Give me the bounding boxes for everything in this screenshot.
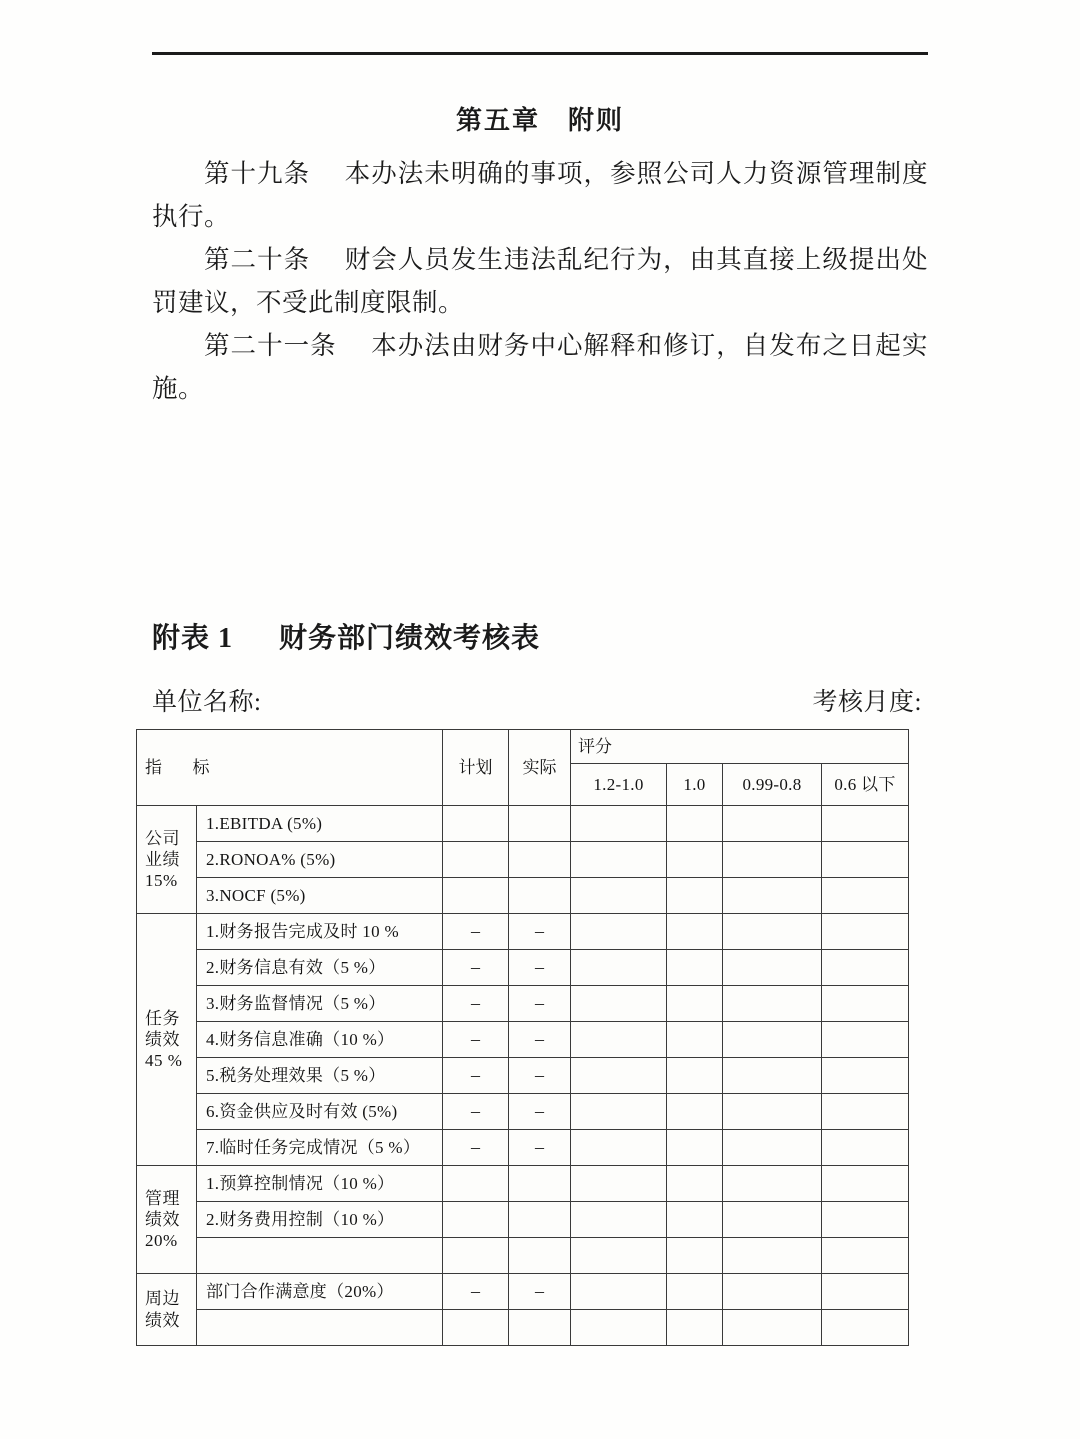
score-cell-band-1[interactable] — [667, 1022, 723, 1058]
group-label-line: 业绩 — [145, 849, 180, 869]
prose-section — [152, 104, 928, 410]
paragraph-20-label: 第二十条 — [204, 244, 311, 274]
unit-name-label: 单位名称: — [152, 689, 262, 716]
group-label-0 — [137, 806, 197, 914]
indicator-item: 6.资金供应及时有效 (5%) — [197, 1094, 443, 1130]
indicator-item: 部门合作满意度（20%） — [197, 1274, 443, 1310]
score-cell-band-3[interactable] — [822, 1058, 909, 1094]
paragraph-20-text: 财会人员发生违法乱纪行为，由其直接上级提出处罚建议，不受此制度限制。 — [152, 244, 928, 317]
header-rule — [152, 52, 928, 55]
review-month-label: 考核月度: — [812, 689, 922, 716]
table-row — [137, 1022, 909, 1058]
attachment-number: 附表 1 — [152, 623, 234, 654]
group-label-line: 45 % — [145, 1051, 183, 1071]
score-cell-band-1[interactable] — [667, 1130, 723, 1166]
indicator-item: 1.EBITDA (5%) — [197, 806, 443, 842]
score-cell-band-1[interactable] — [667, 1274, 723, 1310]
actual-cell[interactable]: – — [509, 1094, 571, 1130]
plan-cell[interactable] — [443, 878, 509, 914]
group-label-2 — [137, 1166, 197, 1274]
group-label-line: 绩效 — [145, 1310, 180, 1330]
paragraph-19-text: 本办法未明确的事项，参照公司人力资源管理制度执行。 — [152, 158, 928, 231]
actual-cell[interactable] — [509, 878, 571, 914]
table-row — [137, 1202, 909, 1238]
indicator-item: 1.预算控制情况（10 %） — [197, 1166, 443, 1202]
paragraph-21-text: 本办法由财务中心解释和修订，自发布之日起实施。 — [152, 330, 928, 403]
score-cell-band-3[interactable] — [822, 806, 909, 842]
header-indicator — [137, 730, 443, 806]
score-cell-band-3[interactable] — [822, 1202, 909, 1238]
actual-cell[interactable]: – — [509, 986, 571, 1022]
score-cell-band-1[interactable] — [667, 950, 723, 986]
indicator-item: 2.RONOA% (5%) — [197, 842, 443, 878]
score-cell-band-2[interactable] — [723, 842, 822, 878]
score-cell-band-1[interactable] — [667, 878, 723, 914]
score-cell-band-2[interactable] — [723, 1022, 822, 1058]
score-cell-band-1[interactable] — [667, 1094, 723, 1130]
chapter-name: 附则 — [568, 106, 625, 135]
score-cell-band-0[interactable] — [571, 950, 667, 986]
indicator-item-empty — [197, 1310, 443, 1346]
actual-cell[interactable]: – — [509, 950, 571, 986]
table-row — [137, 806, 909, 842]
indicator-item: 4.财务信息准确（10 %） — [197, 1022, 443, 1058]
plan-cell[interactable]: – — [443, 914, 509, 950]
plan-cell[interactable]: – — [443, 1274, 509, 1310]
plan-cell[interactable]: – — [443, 1058, 509, 1094]
score-cell-band-1[interactable] — [667, 986, 723, 1022]
indicator-item: 2.财务信息有效（5 %） — [197, 950, 443, 986]
score-cell-band-1[interactable] — [667, 1058, 723, 1094]
score-cell-band-0[interactable] — [571, 1238, 667, 1274]
table-row — [137, 1238, 909, 1274]
score-cell-band-2[interactable] — [723, 878, 822, 914]
score-cell-band-0[interactable] — [571, 1022, 667, 1058]
paragraph-21 — [152, 324, 928, 410]
paragraph-19 — [152, 152, 928, 238]
table-row — [137, 878, 909, 914]
score-cell-band-3[interactable] — [822, 1166, 909, 1202]
group-label-line: 任务 — [145, 1008, 180, 1028]
plan-cell[interactable]: – — [443, 1130, 509, 1166]
score-cell-band-3[interactable] — [822, 1274, 909, 1310]
table-row — [137, 914, 909, 950]
actual-cell[interactable] — [509, 1310, 571, 1346]
indicator-item: 3.NOCF (5%) — [197, 878, 443, 914]
table-row — [137, 1274, 909, 1310]
table-row — [137, 950, 909, 986]
actual-cell[interactable]: – — [509, 1058, 571, 1094]
header-plan: 计划 — [443, 730, 509, 806]
paragraph-21-label: 第二十一条 — [204, 330, 337, 360]
score-cell-band-0[interactable] — [571, 806, 667, 842]
performance-table-wrapper — [136, 729, 908, 1346]
group-label-line: 绩效 — [145, 1029, 180, 1049]
score-cell-band-2[interactable] — [723, 1094, 822, 1130]
score-cell-band-2[interactable] — [723, 1202, 822, 1238]
header-indicator-right: 标 — [192, 757, 210, 777]
group-label-line: 管理 — [145, 1188, 180, 1208]
score-cell-band-1[interactable] — [667, 1202, 723, 1238]
table-row — [137, 1130, 909, 1166]
actual-cell[interactable]: – — [509, 1130, 571, 1166]
actual-cell[interactable] — [509, 1202, 571, 1238]
header-actual: 实际 — [509, 730, 571, 806]
score-cell-band-1[interactable] — [667, 1310, 723, 1346]
actual-cell[interactable] — [509, 1166, 571, 1202]
actual-cell[interactable] — [509, 806, 571, 842]
group-label-3 — [137, 1274, 197, 1346]
group-label-line: 绩效 — [145, 1209, 180, 1229]
score-cell-band-2[interactable] — [723, 914, 822, 950]
group-label-line: 周边 — [145, 1289, 180, 1309]
paragraph-20 — [152, 238, 928, 324]
score-cell-band-3[interactable] — [822, 842, 909, 878]
attachment-heading — [152, 616, 540, 656]
group-label-line: 15% — [145, 871, 178, 891]
header-band-3: 0.6 以下 — [822, 764, 909, 806]
table-row — [137, 986, 909, 1022]
indicator-item: 7.临时任务完成情况（5 %） — [197, 1130, 443, 1166]
table-row — [137, 1166, 909, 1202]
form-meta-row — [152, 682, 922, 718]
group-label-line: 20% — [145, 1231, 178, 1251]
score-cell-band-2[interactable] — [723, 1058, 822, 1094]
chapter-number: 第五章 — [455, 106, 540, 135]
table-head — [137, 730, 909, 806]
plan-cell[interactable]: – — [443, 950, 509, 986]
score-cell-band-2[interactable] — [723, 950, 822, 986]
header-band-1: 1.0 — [667, 764, 723, 806]
score-cell-band-0[interactable] — [571, 1310, 667, 1346]
score-cell-band-3[interactable] — [822, 1310, 909, 1346]
plan-cell[interactable] — [443, 1166, 509, 1202]
chapter-heading — [152, 104, 928, 138]
score-cell-band-2[interactable] — [723, 1274, 822, 1310]
indicator-item: 2.财务费用控制（10 %） — [197, 1202, 443, 1238]
indicator-item-empty — [197, 1238, 443, 1274]
table-row — [137, 842, 909, 878]
score-cell-band-0[interactable] — [571, 842, 667, 878]
score-cell-band-2[interactable] — [723, 1166, 822, 1202]
score-cell-band-3[interactable] — [822, 986, 909, 1022]
score-cell-band-0[interactable] — [571, 914, 667, 950]
header-row-primary — [137, 730, 909, 764]
table-row — [137, 1094, 909, 1130]
plan-cell[interactable] — [443, 842, 509, 878]
score-cell-band-0[interactable] — [571, 1130, 667, 1166]
score-cell-band-3[interactable] — [822, 1130, 909, 1166]
plan-cell[interactable]: – — [443, 1094, 509, 1130]
score-cell-band-0[interactable] — [571, 1058, 667, 1094]
actual-cell[interactable]: – — [509, 1022, 571, 1058]
score-cell-band-0[interactable] — [571, 1166, 667, 1202]
plan-cell[interactable] — [443, 1238, 509, 1274]
score-cell-band-2[interactable] — [723, 1130, 822, 1166]
table-body — [137, 806, 909, 1346]
score-cell-band-3[interactable] — [822, 914, 909, 950]
plan-cell[interactable] — [443, 1202, 509, 1238]
score-cell-band-3[interactable] — [822, 1022, 909, 1058]
actual-cell[interactable]: – — [509, 1274, 571, 1310]
plan-cell[interactable] — [443, 806, 509, 842]
table-row — [137, 1310, 909, 1346]
paragraph-19-label: 第十九条 — [204, 158, 311, 188]
score-cell-band-2[interactable] — [723, 806, 822, 842]
header-score: 评分 — [571, 730, 909, 764]
score-cell-band-3[interactable] — [822, 1094, 909, 1130]
score-cell-band-2[interactable] — [723, 1310, 822, 1346]
score-cell-band-0[interactable] — [571, 878, 667, 914]
indicator-item: 1.财务报告完成及时 10 % — [197, 914, 443, 950]
score-cell-band-0[interactable] — [571, 1094, 667, 1130]
group-label-1 — [137, 914, 197, 1166]
indicator-item: 5.税务处理效果（5 %） — [197, 1058, 443, 1094]
attachment-title: 财务部门绩效考核表 — [279, 623, 541, 654]
actual-cell[interactable] — [509, 1238, 571, 1274]
score-cell-band-1[interactable] — [667, 806, 723, 842]
header-band-2: 0.99-0.8 — [723, 764, 822, 806]
score-cell-band-3[interactable] — [822, 878, 909, 914]
actual-cell[interactable]: – — [509, 914, 571, 950]
score-cell-band-3[interactable] — [822, 1238, 909, 1274]
indicator-item: 3.财务监督情况（5 %） — [197, 986, 443, 1022]
plan-cell[interactable] — [443, 1310, 509, 1346]
performance-table — [136, 729, 909, 1346]
score-cell-band-1[interactable] — [667, 1166, 723, 1202]
plan-cell[interactable]: – — [443, 1022, 509, 1058]
score-cell-band-1[interactable] — [667, 1238, 723, 1274]
score-cell-band-1[interactable] — [667, 842, 723, 878]
score-cell-band-2[interactable] — [723, 986, 822, 1022]
header-band-0: 1.2-1.0 — [571, 764, 667, 806]
score-cell-band-3[interactable] — [822, 950, 909, 986]
header-indicator-left: 指 — [145, 757, 163, 777]
score-cell-band-1[interactable] — [667, 914, 723, 950]
score-cell-band-0[interactable] — [571, 1202, 667, 1238]
actual-cell[interactable] — [509, 842, 571, 878]
table-row — [137, 1058, 909, 1094]
plan-cell[interactable]: – — [443, 986, 509, 1022]
score-cell-band-2[interactable] — [723, 1238, 822, 1274]
score-cell-band-0[interactable] — [571, 1274, 667, 1310]
group-label-line: 公司 — [145, 828, 180, 848]
score-cell-band-0[interactable] — [571, 986, 667, 1022]
